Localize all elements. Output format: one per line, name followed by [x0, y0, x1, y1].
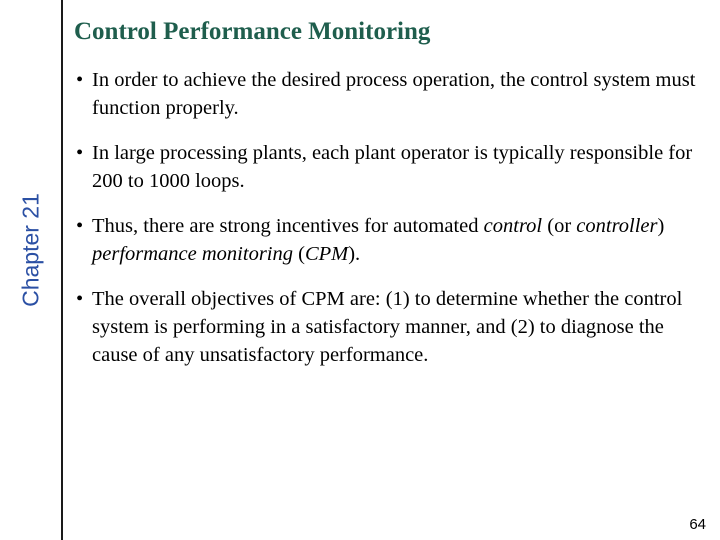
chapter-label: Chapter 21 [17, 193, 44, 307]
emphasis-term: performance monitoring [92, 243, 293, 265]
bullet-list [74, 66, 704, 386]
page-number: 64 [689, 516, 706, 533]
bullet-text-segment: ( [293, 243, 305, 265]
emphasis-term: control [483, 215, 543, 237]
bullet-text-segment: Thus, there are strong incentives for automated [92, 215, 484, 237]
sidebar-divider [61, 0, 63, 540]
bullet-item [74, 139, 704, 195]
bullet-text: The overall objectives of CPM are: (1) to determine whether the control system is performing in a satisfactory manner, and (2) to diagnose the cause of any unsatisfactory performance. [92, 288, 683, 366]
bullet-item [74, 212, 704, 268]
slide-title: Control Performance Monitoring [74, 18, 431, 45]
bullet-item [74, 66, 704, 122]
bullet-text: In order to achieve the desired process operation, the control system must function properly. [92, 69, 696, 119]
emphasis-term: controller [576, 215, 658, 237]
bullet-text: In large processing plants, each plant operator is typically responsible for 200 to 1000 loops. [92, 142, 693, 192]
bullet-item [74, 285, 704, 369]
bullet-text-segment: ). [348, 243, 361, 265]
emphasis-term: CPM [304, 243, 349, 265]
bullet-text-segment: ) [657, 215, 665, 237]
bullet-text-segment: (or [542, 215, 577, 237]
